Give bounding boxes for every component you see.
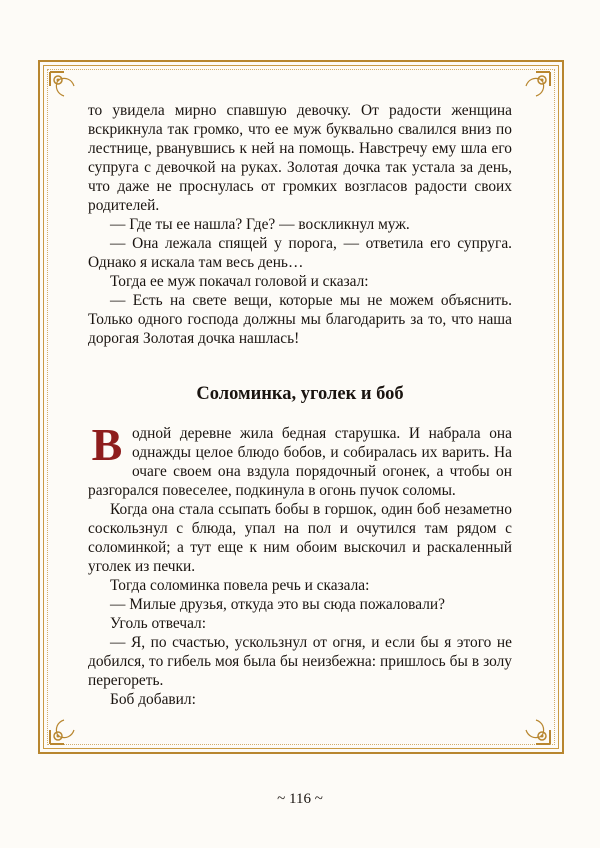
paragraph: — Я, по счастью, ускользнул от огня, и если бы я этого не добился, то гибель моя была бы неизбежна: пришлось бы в золу перегореть. — [88, 634, 512, 689]
story-title: Соломинка, уголек и боб — [196, 384, 404, 404]
story-continuation — [88, 101, 512, 348]
paragraph: то увидела мирно спавшую девочку. От радости женщина вскрикнула так громко, что ее муж буквально свалился вниз по лестнице, рванувшись к ней на помощь. Навстречу ему шла его супруга с девочкой на руках. Золотая дочка так устала за день, что даже не проснулась от громких возгласов радости своих родителей. — [88, 102, 512, 214]
paragraph: Когда она стала ссыпать бобы в горшок, один боб незаметно соскользнул с блюда, упал на пол и очутился там рядом с соломинкой; а тут еще к ним обоим выскочил и раскаленный уголек из печки. — [88, 501, 512, 575]
paragraph: Боб добавил: — [110, 691, 196, 708]
paragraph: — Милые друзья, откуда это вы сюда пожаловали? — [110, 596, 445, 613]
corner-ornament-icon — [522, 70, 552, 100]
paragraph: Уголь отвечал: — [110, 615, 207, 632]
corner-ornament-icon — [48, 716, 78, 746]
paragraph: Тогда ее муж покачал головой и сказал: — [110, 273, 369, 290]
drop-cap — [88, 419, 126, 470]
story-body — [88, 419, 512, 709]
paragraph: — Она лежала спящей у порога, — ответила его супруга. Однако я искала там весь день… — [88, 235, 512, 271]
paragraph: Тогда соломинка повела речь и сказала: — [110, 577, 370, 594]
corner-ornament-icon — [522, 716, 552, 746]
drop-cap-letter: В — [91, 419, 123, 470]
paragraph: — Где ты ее нашла? Где? — воскликнул муж. — [110, 216, 410, 233]
paragraph: — Есть на свете вещи, которые мы не можем объяснить. Только одного господа должны мы благодарить за то, что наша дорогая Золотая дочка нашлась! — [88, 292, 512, 347]
first-paragraph-text: одной деревне жила бедная старушка. И набрала она однажды целое блюдо бобов, и собиралась их варить. На очаге своем она вздула порядочный огонек, а чтобы он разгорался повеселее, подкинула в огонь пучок соломы. — [88, 425, 512, 499]
corner-ornament-icon — [48, 70, 78, 100]
first-paragraph — [88, 419, 512, 500]
page-number: ~ 116 ~ — [277, 791, 323, 807]
